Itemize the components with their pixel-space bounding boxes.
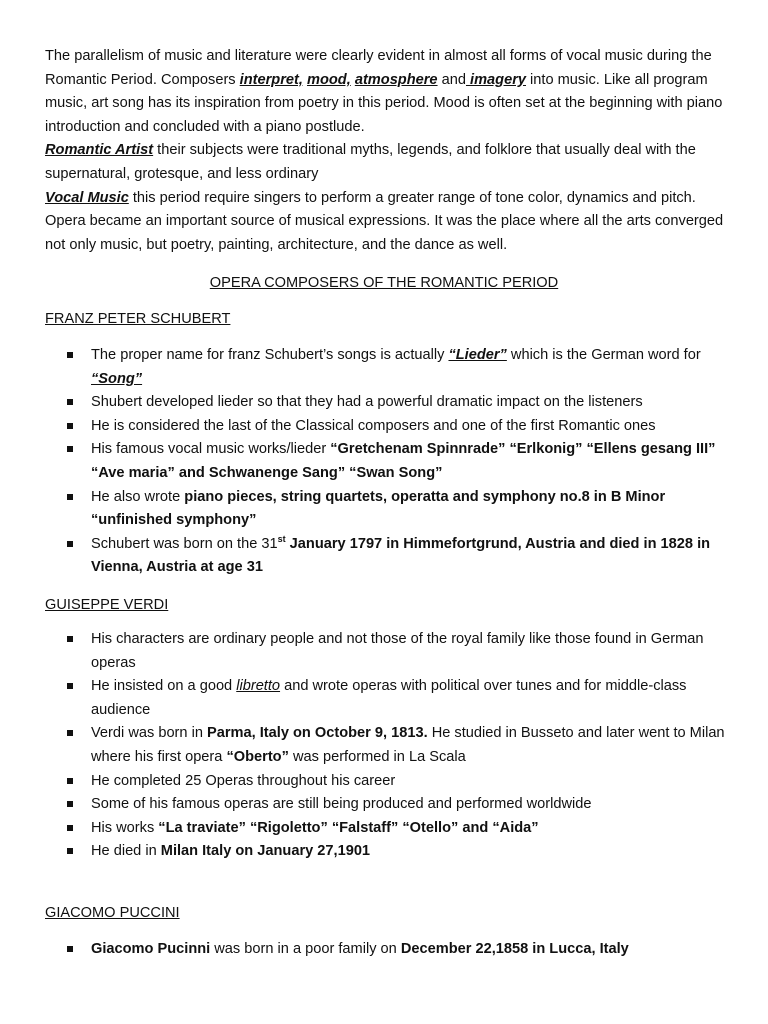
intro-text: into music. Like all program music, art song has its inspiration from poetry in this period. Mood is often set at the beginning with piano introduction and concluded with a piano postlude.	[45, 71, 723, 135]
term-mood: mood,	[306, 71, 351, 88]
intro-section	[45, 45, 735, 257]
bullet-icon	[67, 801, 73, 807]
term-imagery: imagery	[465, 71, 526, 88]
item-bold-text: Milan Italy on January 27,1901	[160, 843, 371, 860]
item-bold-text: “Gretchenam Spinnrade” “Erlkonig” “Ellens gesang III” “Ave maria” and Schwanenge Sang” “Swan Song”	[91, 441, 716, 481]
term-song: “Song”	[91, 370, 143, 387]
bullet-icon	[67, 778, 73, 784]
item-bold-text: piano pieces, string quartets, operatta and symphony no.8 in B Minor “unfinished symphony”	[91, 488, 666, 529]
item-text: and wrote operas with political over tunes and for middle-class audience	[91, 678, 687, 718]
schubert-title: FRANZ PETER SCHUBERT	[45, 311, 231, 327]
intro-text: and	[437, 71, 466, 88]
term-interpret: interpret,	[239, 71, 303, 88]
bullet-icon	[67, 541, 73, 547]
bullet-icon	[67, 683, 73, 689]
list-item	[45, 391, 735, 415]
intro-paragraph	[45, 45, 735, 139]
schubert-list	[45, 344, 735, 580]
puccini-list	[45, 938, 735, 962]
bullet-icon	[67, 946, 73, 952]
item-text: His characters are ordinary people and not those of the royal family like those found in German operas	[91, 631, 704, 671]
item-text: Some of his famous operas are still being produced and performed worldwide	[91, 796, 592, 813]
bullet-icon	[67, 636, 73, 642]
item-bold-text: “Oberto”	[226, 748, 289, 765]
list-item	[45, 533, 735, 580]
item-text: Shubert developed lieder so that they had a powerful dramatic impact on the listeners	[91, 394, 643, 411]
item-text: Verdi was born in	[91, 725, 208, 742]
bullet-icon	[67, 848, 73, 854]
item-bold-text: December 22,1858 in Lucca, Italy	[400, 941, 629, 957]
list-item	[45, 840, 735, 864]
puccini-title: GIACOMO PUCCINI	[45, 905, 180, 921]
term-libretto: libretto	[236, 678, 281, 695]
item-text: which is the German word for	[506, 347, 701, 363]
item-text: Schubert was born on the 31	[91, 535, 278, 552]
main-heading: OPERA COMPOSERS OF THE ROMANTIC PERIOD	[209, 275, 559, 291]
item-bold-text: January 1797 in Himmefortgrund, Austria and died in 1828 in Vienna, Austria at age 31	[91, 535, 711, 576]
item-bold-text: “La traviate” “Rigoletto” “Falstaff” “Otello” and “Aida”	[158, 819, 539, 836]
item-text: His works	[91, 819, 159, 836]
item-text: He completed 25 Operas throughout his career	[91, 772, 396, 789]
term-lieder: “Lieder”	[448, 347, 507, 363]
list-item	[45, 438, 735, 485]
item-text: The proper name for franz Schubert’s songs is actually	[91, 347, 449, 363]
list-item	[45, 486, 735, 533]
superscript: st	[277, 533, 286, 544]
list-item	[45, 817, 735, 841]
item-text: was born in a poor family on	[210, 941, 401, 957]
list-item	[45, 793, 735, 817]
list-item	[45, 770, 735, 794]
bullet-icon	[67, 446, 73, 452]
item-text: He died in	[91, 843, 161, 860]
verdi-list	[45, 628, 735, 864]
romantic-artist-label: Romantic Artist	[45, 142, 154, 159]
intro-text: The parallelism of music and literature were clearly evident in almost all forms of vocal music during the Romantic Period. Composers	[45, 48, 712, 88]
item-text: was performed in La Scala	[288, 748, 466, 765]
item-bold-text: Giacomo Pucinni	[91, 941, 211, 957]
bullet-icon	[67, 730, 73, 736]
list-item	[45, 628, 735, 675]
item-text: He studied in Busseto and later went to Milan where his first opera	[91, 725, 725, 765]
bullet-icon	[67, 352, 73, 358]
verdi-title: GUISEPPE VERDI	[45, 597, 169, 613]
romantic-artist-paragraph	[45, 139, 735, 186]
list-item	[45, 675, 735, 722]
bullet-icon	[67, 399, 73, 405]
bullet-icon	[67, 494, 73, 500]
item-text: He is considered the last of the Classical composers and one of the first Romantic ones	[91, 417, 656, 434]
item-text: He also wrote	[91, 488, 185, 505]
vocal-music-label: Vocal Music	[45, 189, 129, 206]
bullet-icon	[67, 825, 73, 831]
vocal-music-paragraph	[45, 187, 735, 258]
item-bold-text: Parma, Italy on October 9, 1813.	[207, 725, 428, 742]
item-text: His famous vocal music works/lieder	[91, 441, 331, 458]
romantic-artist-text: their subjects were traditional myths, legends, and folklore that usually deal with the supernatural, grotesque, and less ordinary	[45, 142, 696, 182]
list-item	[45, 415, 735, 439]
list-item	[45, 938, 735, 962]
list-item	[45, 344, 735, 391]
item-text: He insisted on a good	[91, 678, 237, 695]
term-atmosphere: atmosphere	[354, 71, 438, 88]
list-item	[45, 722, 735, 769]
bullet-icon	[67, 423, 73, 429]
vocal-music-text: this period require singers to perform a greater range of tone color, dynamics and pitch. Opera became an important source of musical expressions. It was the place where all the arts converged not only music, but poetry, painting, architecture, and the dance as well.	[45, 189, 724, 253]
